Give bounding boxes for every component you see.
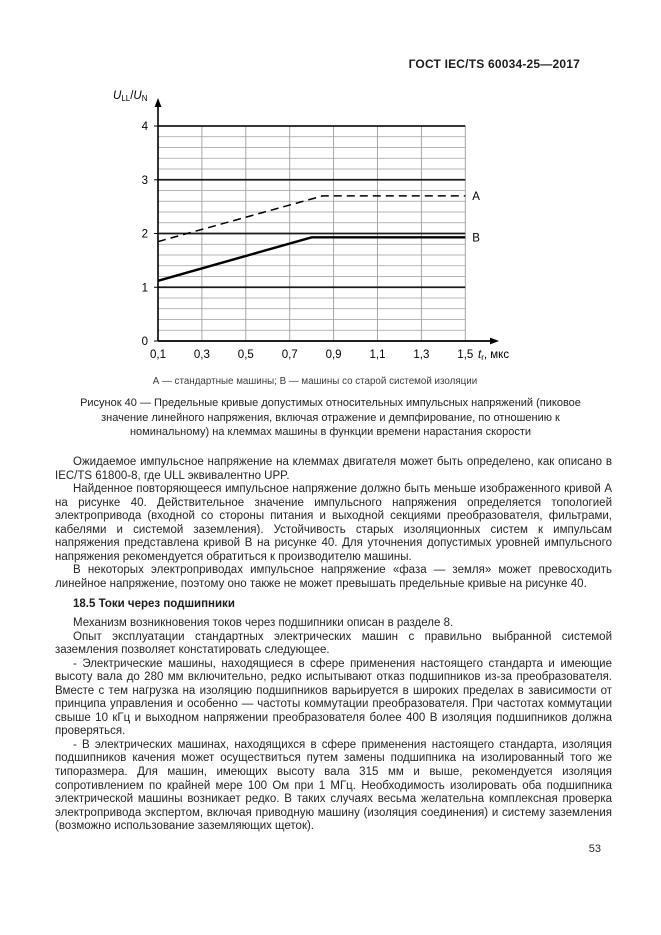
section-heading: 18.5 Токи через подшипники [73, 598, 235, 611]
paragraph: В некоторых электроприводах импульсное напряжение «фаза — земля» может превосходить линейное напряжение, поэтому оно также не может превышать предельные кривые на рисунке 40. [55, 564, 612, 590]
figure-40-chart [0, 85, 661, 385]
curve-A [158, 196, 465, 242]
paragraph: Найденное повторяющееся импульсное напряжение должно быть меньше изображенного кривой А на рисунке 40. Действительное значение импульсного напряжения определяется топологией электропривода (входной со стороны питания и выходной секциями преобразователя, фильтрами, кабелями и системой заземления). Устойчивость старых изоляционных систем к импульсам напряжения представлена кривой В на рисунке 40. Для уточнения допустимых уровней импульсного напряжения рекомендуется обратиться к производителю машины. [55, 483, 612, 563]
curve-label-A: A [472, 190, 480, 203]
x-axis-label: tr, мкс [478, 349, 510, 362]
y-tick-label: 4 [141, 121, 148, 133]
paragraph: - Электрические машины, находящиеся в сфере применения настоящего стандарта и имеющие высоту вала до 280 мм включительно, редко испытывают отказ подшипников из-за преобразователя. Вместе с тем нагрузка на изоляцию подшипников варьируется в широких пределах в зависимости от принципа управления и особенно — частоты коммутации преобразователя. При частотах коммутации свыше 10 кГц и выходном напряжении преобразователя более 400 В изоляция подшипников должна проверяться. [55, 657, 612, 738]
page-number: 53 [588, 843, 601, 855]
figure-legend: А — стандартные машины; В — машины со старой системой изоляции [152, 376, 478, 387]
x-axis-arrow [490, 338, 499, 345]
y-axis-label: ULL/UN [113, 90, 148, 103]
x-tick-label: 0,7 [281, 349, 298, 361]
x-tick-label: 1,3 [413, 349, 430, 361]
body-text [55, 456, 612, 834]
document-header: ГОСТ IEC/TS 60034-25—2017 [408, 57, 580, 71]
curve-B [158, 237, 465, 280]
y-tick-label: 0 [141, 336, 148, 348]
x-tick-label: 0,9 [325, 349, 342, 361]
figure-caption [0, 396, 661, 440]
y-tick-label: 3 [141, 174, 148, 187]
y-tick-label: 2 [141, 228, 148, 241]
impulse-voltage-limit-chart [0, 85, 661, 385]
x-tick-label: 0,1 [150, 349, 166, 361]
figure-caption-text: Рисунок 40 — Предельные кривые допустимых относительных импульсных напряжений (пиковое значение линейного напряжения, включая отражение и демпфирование, по отношению к номинальному) на клеммах машины в функции времени нарастания скорости [80, 397, 581, 439]
paragraph: Опыт эксплуатации стандартных электрических машин с правильно выбранной системой заземления позволяет констатировать следующее. [55, 630, 612, 657]
x-tick-label: 1,5 [457, 349, 474, 361]
paragraph: - В электрических машинах, находящихся в сфере применения настоящего стандарта, изоляция подшипников качения может осуществиться путем замены подшипника на изолированный того же типоразмера. Для машин, имеющих высоту вала 315 мм и выше, рекомендуется изоляция сопротивлением по крайней мере 100 Ом при 1 МГц. Необходимость изолировать оба подшипника электрической машины возникает редко. В таких случаях весьма желательна комплексная проверка электропривода экспертом, включая приводную машину (изоляция соединения) и систему заземления (возможно использование заземляющих щеток). [55, 738, 612, 833]
y-axis-arrow [155, 98, 162, 107]
curve-label-B: B [472, 232, 480, 245]
paragraph: Механизм возникновения токов через подшипники описан в разделе 8. [73, 617, 454, 630]
paragraph: Ожидаемое импульсное напряжение на клеммах двигателя может быть определено, как описано в IEC/TS 61800-8, где ULL эквивалентно UPP. [55, 456, 612, 482]
y-tick-label: 1 [141, 282, 148, 295]
x-tick-label: 0,5 [237, 349, 254, 361]
x-tick-label: 0,3 [193, 349, 210, 361]
x-tick-label: 1,1 [369, 349, 386, 361]
